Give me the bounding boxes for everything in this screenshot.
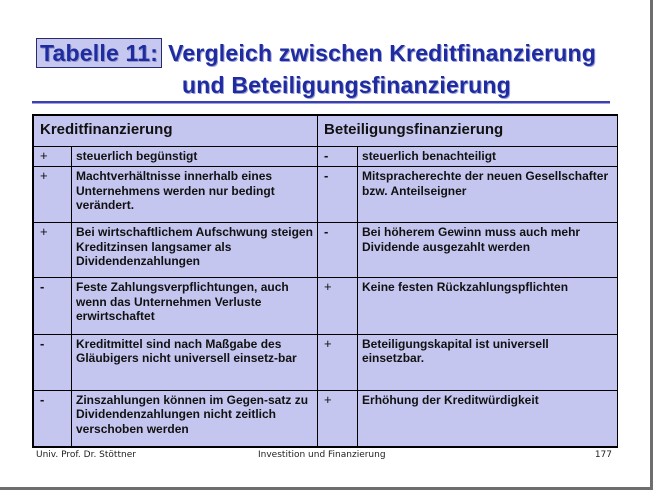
slide-footer: [32, 450, 616, 464]
cell-right: Erhöhung der Kreditwürdigkeit: [358, 390, 618, 446]
title-underline: [32, 101, 610, 104]
sign-right: -: [318, 167, 358, 223]
table-row: [34, 167, 618, 223]
sign-right: +: [318, 390, 358, 446]
sign-right: -: [318, 223, 358, 278]
table-row: [34, 278, 618, 334]
cell-left: Kreditmittel sind nach Maßgabe des Gläubigers nicht universell einsetz-bar: [72, 334, 318, 390]
cell-right: Keine festen Rückzahlungspflichten: [358, 278, 618, 334]
title-line-1: [36, 38, 596, 68]
sign-left: +: [34, 223, 72, 278]
cell-right: steuerlich benachteiligt: [358, 147, 618, 167]
slide-title: [36, 38, 636, 108]
sign-left: -: [34, 334, 72, 390]
cell-right: Bei höherem Gewinn muss auch mehr Dividende ausgezahlt werden: [358, 223, 618, 278]
header-beteiligungsfinanzierung: Beteiligungsfinanzierung: [318, 116, 618, 147]
cell-right: Mitspracherechte der neuen Gesellschafter bzw. Anteilseigner: [358, 167, 618, 223]
title-text-line-1: Vergleich zwischen Kreditfinanzierung: [168, 40, 597, 66]
cell-left: Machtverhältnisse innerhalb eines Unternehmens werden nur bedingt verändert.: [72, 167, 318, 223]
sign-right: +: [318, 278, 358, 334]
sign-left: -: [34, 278, 72, 334]
table-number-tag: Tabelle 11:: [36, 38, 162, 68]
cell-left: steuerlich begünstigt: [72, 147, 318, 167]
cell-right: Beteiligungskapital ist universell einsetzbar.: [358, 334, 618, 390]
comparison-table-frame: [32, 114, 618, 448]
table-row: [34, 223, 618, 278]
sign-right: +: [318, 334, 358, 390]
sign-right: -: [318, 147, 358, 167]
cell-left: Zinszahlungen können im Gegen-satz zu Dividendenzahlungen nicht zeitlich verschoben werden: [72, 390, 318, 446]
table-row: [34, 390, 618, 446]
footer-page-number: 177: [594, 450, 612, 460]
sign-left: +: [34, 167, 72, 223]
cell-left: Bei wirtschaftlichem Aufschwung steigen Kreditzinsen langsamer als Dividendenzahlungen: [72, 223, 318, 278]
title-text-line-2: und Beteiligungsfinanzierung: [182, 72, 511, 98]
comparison-table: [33, 115, 618, 447]
table-row: [34, 147, 618, 167]
cell-left: Feste Zahlungsverpflichtungen, auch wenn das Unternehmen Verluste erwirtschaftet: [72, 278, 318, 334]
table-row: [34, 334, 618, 390]
sign-left: -: [34, 390, 72, 446]
footer-course: Investition und Finanzierung: [258, 450, 386, 460]
table-header-row: [34, 116, 618, 147]
header-kreditfinanzierung: Kreditfinanzierung: [34, 116, 318, 147]
sign-left: +: [34, 147, 72, 167]
footer-author: Univ. Prof. Dr. Stöttner: [36, 450, 136, 460]
